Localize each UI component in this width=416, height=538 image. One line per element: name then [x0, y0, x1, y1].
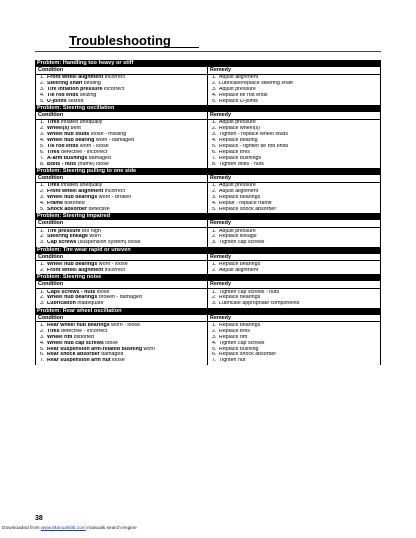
- remedy-header: Remedy: [208, 281, 380, 289]
- item-number: 1.: [40, 120, 45, 126]
- condition-part: Tie rod ends: [47, 143, 79, 149]
- remedy-text: Lubricate/replace steering shaft: [219, 81, 293, 87]
- condition-detail: damaged: [99, 352, 124, 358]
- condition-list: [36, 75, 207, 106]
- item-number: 7.: [212, 155, 217, 161]
- condition-detail: damaged: [87, 155, 111, 161]
- condition-detail: worn - loose: [97, 262, 128, 268]
- item-number: 1.: [212, 75, 217, 81]
- remedy-text: Replace bearing: [219, 138, 258, 144]
- remedy-column: [208, 67, 380, 105]
- item-number: 3.: [40, 195, 45, 201]
- item-number: 1.: [212, 183, 217, 189]
- problem-section: [35, 308, 381, 365]
- remedy-text: Replace bearings: [219, 195, 261, 201]
- condition-item: [40, 301, 207, 307]
- condition-detail: loose: [110, 358, 125, 364]
- remedy-column: [208, 281, 380, 307]
- condition-header: Condition: [36, 220, 207, 228]
- item-number: 3.: [40, 334, 45, 340]
- condition-part: Tire inflation pressure: [47, 86, 103, 92]
- item-number: 2.: [212, 267, 217, 273]
- condition-part: Lubrication: [47, 301, 76, 307]
- header-divider: [35, 51, 381, 52]
- remedy-item: [212, 240, 380, 246]
- item-number: 1.: [212, 120, 217, 126]
- condition-remedy-table: [35, 315, 381, 365]
- condition-detail: incorrect: [103, 75, 126, 81]
- item-number: 3.: [40, 301, 45, 307]
- condition-part: Wheel hub bearings: [47, 195, 98, 201]
- condition-part: Bolts - nuts: [47, 161, 77, 167]
- condition-header: Condition: [36, 67, 207, 75]
- remedy-list: [208, 322, 380, 364]
- condition-column: [36, 175, 208, 213]
- condition-detail: worn - loose: [109, 323, 141, 329]
- condition-column: [36, 112, 208, 168]
- remedy-text: Lubricate appropriate components: [219, 301, 300, 307]
- remedy-text: Replace shock absorber: [219, 352, 277, 358]
- item-number: 1.: [40, 228, 45, 234]
- condition-detail: worn - damaged: [94, 138, 135, 144]
- remedy-header: Remedy: [208, 220, 380, 228]
- condition-list: [36, 228, 207, 247]
- condition-part: A-arm bushings: [47, 155, 88, 161]
- condition-remedy-table: [35, 112, 381, 168]
- item-number: 4.: [212, 201, 217, 206]
- item-number: 7.: [40, 155, 45, 161]
- download-footer: [2, 526, 137, 531]
- item-number: 1.: [212, 289, 217, 295]
- condition-detail: loose: [103, 340, 118, 346]
- remedy-item: [212, 99, 380, 105]
- remedy-list: [208, 183, 380, 214]
- condition-item: [40, 240, 207, 246]
- condition-detail: binding: [82, 81, 101, 87]
- remedy-item: [212, 162, 380, 168]
- remedy-header: Remedy: [208, 175, 380, 183]
- problem-section: [35, 168, 381, 213]
- item-number: 5.: [40, 143, 45, 149]
- remedy-list: [208, 289, 380, 308]
- condition-part: Rear suspension arm-related bushing: [47, 346, 143, 352]
- remedy-text: Replace tie rod ends: [219, 92, 268, 98]
- item-number: 3.: [40, 240, 45, 246]
- condition-remedy-table: [35, 254, 381, 275]
- troubleshooting-tables: [35, 60, 381, 365]
- item-number: 2.: [40, 234, 45, 240]
- item-number: 2.: [40, 267, 45, 273]
- condition-part: Wheel rim: [47, 334, 73, 340]
- condition-detail: incorrect: [102, 86, 125, 92]
- item-number: 2.: [212, 189, 217, 195]
- condition-detail: (suspension system) loose: [76, 240, 141, 246]
- condition-part: Steering linkage: [47, 234, 88, 240]
- condition-column: [36, 220, 208, 246]
- remedy-text: Replace wheel(s): [219, 126, 260, 132]
- condition-detail: defective - incorrect: [59, 149, 108, 155]
- item-number: 2.: [40, 328, 45, 334]
- remedy-text: Replace linkage: [219, 234, 257, 240]
- remedy-list: [208, 228, 380, 247]
- condition-detail: inflated unequally: [59, 120, 103, 126]
- condition-part: Wheel hub cap screws: [47, 340, 104, 346]
- condition-detail: seizing: [78, 92, 97, 98]
- remedy-text: Adjust alignment: [219, 75, 259, 81]
- condition-header: Condition: [36, 315, 207, 323]
- item-number: 5.: [40, 346, 45, 352]
- item-number: 1.: [40, 262, 45, 268]
- condition-item: [40, 358, 207, 364]
- item-number: 2.: [40, 189, 45, 195]
- condition-part: Rear wheel hub bearings: [47, 323, 110, 329]
- condition-header: Condition: [36, 281, 207, 289]
- item-number: 1.: [212, 262, 217, 268]
- condition-detail: distorted: [62, 201, 85, 206]
- condition-remedy-table: [35, 67, 381, 105]
- item-number: 3.: [212, 132, 217, 138]
- condition-detail: incorrect: [103, 189, 126, 195]
- item-number: 2.: [40, 295, 45, 301]
- item-number: 4.: [40, 340, 45, 346]
- condition-part: Caps screws - nuts: [47, 289, 96, 295]
- item-number: 5.: [212, 143, 217, 149]
- remedy-header: Remedy: [208, 315, 380, 323]
- condition-detail: broken - damaged: [97, 295, 142, 301]
- problem-title: Problem: Steering pulling to one side: [35, 168, 381, 175]
- condition-part: Wheel(s): [47, 126, 70, 132]
- problem-section: [35, 60, 381, 105]
- condition-detail: incorrect: [103, 267, 126, 273]
- remedy-text: Tighten cap screws: [219, 340, 265, 346]
- item-number: 5.: [40, 98, 45, 104]
- remedy-list: [208, 120, 380, 168]
- condition-detail: distorted: [72, 334, 95, 340]
- remedy-text: Replace - tighten tie rod ends: [219, 143, 289, 149]
- condition-part: Tie rod ends: [47, 92, 79, 98]
- item-number: 2.: [212, 328, 217, 334]
- item-number: 5.: [212, 346, 217, 352]
- remedy-item: [212, 358, 380, 364]
- condition-list: [36, 120, 207, 168]
- problem-section: [35, 274, 381, 307]
- condition-detail: worn - loose: [78, 143, 109, 149]
- problem-title: Problem: Rear wheel oscillation: [35, 308, 381, 315]
- condition-list: [36, 289, 207, 308]
- condition-remedy-table: [35, 281, 381, 307]
- remedy-text: Replace tires: [219, 328, 250, 334]
- condition-part: Wheel hub bearing: [47, 138, 95, 144]
- item-number: 2.: [40, 81, 45, 87]
- item-number: 4.: [212, 92, 217, 98]
- item-number: 8.: [212, 161, 217, 167]
- remedy-text: Tighten cap screws: [219, 240, 265, 246]
- item-number: 1.: [212, 228, 217, 234]
- condition-item: [40, 207, 207, 213]
- condition-list: [36, 261, 207, 274]
- item-number: 1.: [212, 323, 217, 329]
- item-number: 3.: [212, 334, 217, 340]
- condition-part: Wheel hub bearings: [47, 295, 98, 301]
- item-number: 1.: [40, 75, 45, 81]
- remedy-text: Tighten bolts - nuts: [219, 161, 264, 167]
- item-number: 8.: [40, 161, 45, 167]
- condition-part: Shock absorber: [47, 206, 88, 212]
- remedy-text: Replace tires: [219, 149, 250, 155]
- page-number: 38: [35, 515, 43, 522]
- remedy-text: Repair - replace frame: [219, 201, 272, 206]
- condition-detail: too high: [80, 228, 101, 234]
- item-number: 5.: [212, 98, 217, 104]
- condition-part: U-joints: [47, 98, 67, 104]
- condition-list: [36, 322, 207, 364]
- remedy-text: Replace rim: [219, 334, 248, 340]
- remedy-item: [212, 207, 380, 213]
- problem-section: [35, 247, 381, 275]
- remedy-text: Adjust alignment: [219, 267, 259, 273]
- item-number: 3.: [40, 86, 45, 92]
- remedy-header: Remedy: [208, 254, 380, 262]
- item-number: 4.: [40, 201, 45, 206]
- remedy-text: Adjust alignment: [219, 189, 259, 195]
- condition-detail: inflated unequally: [59, 183, 103, 189]
- item-number: 3.: [212, 86, 217, 92]
- item-number: 2.: [212, 126, 217, 132]
- item-number: 3.: [212, 240, 217, 246]
- item-number: 3.: [212, 301, 217, 307]
- page-title: Troubleshooting: [69, 33, 171, 48]
- condition-item: [40, 268, 207, 274]
- footer-link[interactable]: www.Manualslib.com: [40, 526, 86, 531]
- item-number: 4.: [212, 340, 217, 346]
- condition-column: [36, 281, 208, 307]
- condition-header: Condition: [36, 175, 207, 183]
- footer-suffix: manuals search engine: [85, 526, 137, 531]
- condition-part: Rear shock absorber: [47, 352, 100, 358]
- condition-part: Tires: [47, 328, 60, 334]
- item-number: 2.: [40, 126, 45, 132]
- item-number: 3.: [212, 195, 217, 201]
- remedy-text: Adjust pressure: [219, 86, 256, 92]
- condition-part: Steering shaft: [47, 81, 83, 87]
- problem-title: Problem: Steering noise: [35, 274, 381, 281]
- remedy-text: Replace bearings: [219, 262, 261, 268]
- remedy-text: Adjust pressure: [219, 228, 256, 234]
- condition-list: [36, 183, 207, 214]
- footer-prefix: Downloaded from: [2, 526, 41, 531]
- remedy-text: Tighten nut: [219, 358, 246, 364]
- condition-detail: loose - missing: [89, 132, 127, 138]
- problem-section: [35, 105, 381, 168]
- condition-part: Cap screws: [47, 240, 77, 246]
- item-number: 2.: [212, 234, 217, 240]
- problem-title: Problem: Tire wear rapid or uneven: [35, 247, 381, 254]
- condition-remedy-table: [35, 220, 381, 246]
- remedy-column: [208, 175, 380, 213]
- remedy-text: Replace bushing: [219, 346, 259, 352]
- item-number: 7.: [212, 358, 217, 364]
- condition-detail: inadequate: [75, 301, 104, 307]
- item-number: 1.: [40, 323, 45, 329]
- remedy-item: [212, 268, 380, 274]
- condition-detail: defective: [87, 206, 110, 212]
- remedy-text: Replace bushings: [219, 155, 262, 161]
- condition-detail: worn: [142, 346, 156, 352]
- condition-detail: bent: [69, 126, 81, 132]
- condition-item: [40, 99, 207, 105]
- remedy-header: Remedy: [208, 67, 380, 75]
- condition-part: Tire pressure: [47, 228, 81, 234]
- condition-part: Front wheel alignment: [47, 267, 104, 273]
- condition-part: Front wheel alignment: [47, 189, 104, 195]
- condition-detail: worn: [87, 234, 101, 240]
- item-number: 7.: [40, 358, 45, 364]
- condition-part: Front wheel alignment: [47, 75, 104, 81]
- remedy-list: [208, 75, 380, 106]
- item-number: 6.: [40, 352, 45, 358]
- problem-title: Problem: Steering oscillation: [35, 105, 381, 112]
- condition-part: Frame: [47, 201, 63, 206]
- condition-detail: worn - broken: [97, 195, 132, 201]
- item-number: 6.: [212, 352, 217, 358]
- item-number: 1.: [40, 289, 45, 295]
- remedy-column: [208, 112, 380, 168]
- condition-column: [36, 315, 208, 365]
- condition-column: [36, 67, 208, 105]
- condition-part: Tires: [47, 183, 60, 189]
- remedy-text: Replace bearings: [219, 295, 261, 301]
- item-number: 4.: [212, 138, 217, 144]
- condition-detail: loose: [95, 289, 110, 295]
- problem-section: [35, 213, 381, 246]
- condition-column: [36, 254, 208, 275]
- item-number: 6.: [40, 149, 45, 155]
- remedy-text: Replace U-joints: [219, 98, 258, 104]
- item-number: 2.: [212, 81, 217, 87]
- condition-detail: defective - incorrect: [59, 328, 108, 334]
- condition-part: Rear suspension arm nut: [47, 358, 111, 364]
- item-number: 2.: [212, 295, 217, 301]
- remedy-text: Adjust pressure: [219, 183, 256, 189]
- item-number: 4.: [40, 92, 45, 98]
- remedy-header: Remedy: [208, 112, 380, 120]
- problem-title: Problem: Steering impaired: [35, 213, 381, 220]
- problem-title: Problem: Handling too heavy or stiff: [35, 60, 381, 67]
- condition-part: Tires: [47, 120, 60, 126]
- item-number: 6.: [212, 149, 217, 155]
- remedy-text: Adjust pressure: [219, 120, 256, 126]
- condition-detail: seized: [66, 98, 84, 104]
- condition-part: Tires: [47, 149, 60, 155]
- condition-part: Wheel hub studs: [47, 132, 90, 138]
- item-number: 4.: [40, 138, 45, 144]
- item-number: 3.: [40, 132, 45, 138]
- condition-header: Condition: [36, 112, 207, 120]
- remedy-list: [208, 261, 380, 274]
- item-number: 5.: [212, 206, 217, 212]
- remedy-text: Tighten cap screws - nuts: [219, 289, 280, 295]
- remedy-column: [208, 315, 380, 365]
- item-number: 5.: [40, 206, 45, 212]
- remedy-text: Replace bearings: [219, 323, 261, 329]
- remedy-column: [208, 220, 380, 246]
- remedy-column: [208, 254, 380, 275]
- condition-item: [40, 162, 207, 168]
- condition-remedy-table: [35, 175, 381, 213]
- condition-part: Wheel hub bearings: [47, 262, 98, 268]
- condition-header: Condition: [36, 254, 207, 262]
- condition-detail: (frame) loose: [76, 161, 109, 167]
- remedy-item: [212, 301, 380, 307]
- remedy-text: Tighten - replace wheel studs: [219, 132, 288, 138]
- remedy-text: Replace shock absorber: [219, 206, 277, 212]
- item-number: 1.: [40, 183, 45, 189]
- title-underline: [69, 47, 199, 48]
